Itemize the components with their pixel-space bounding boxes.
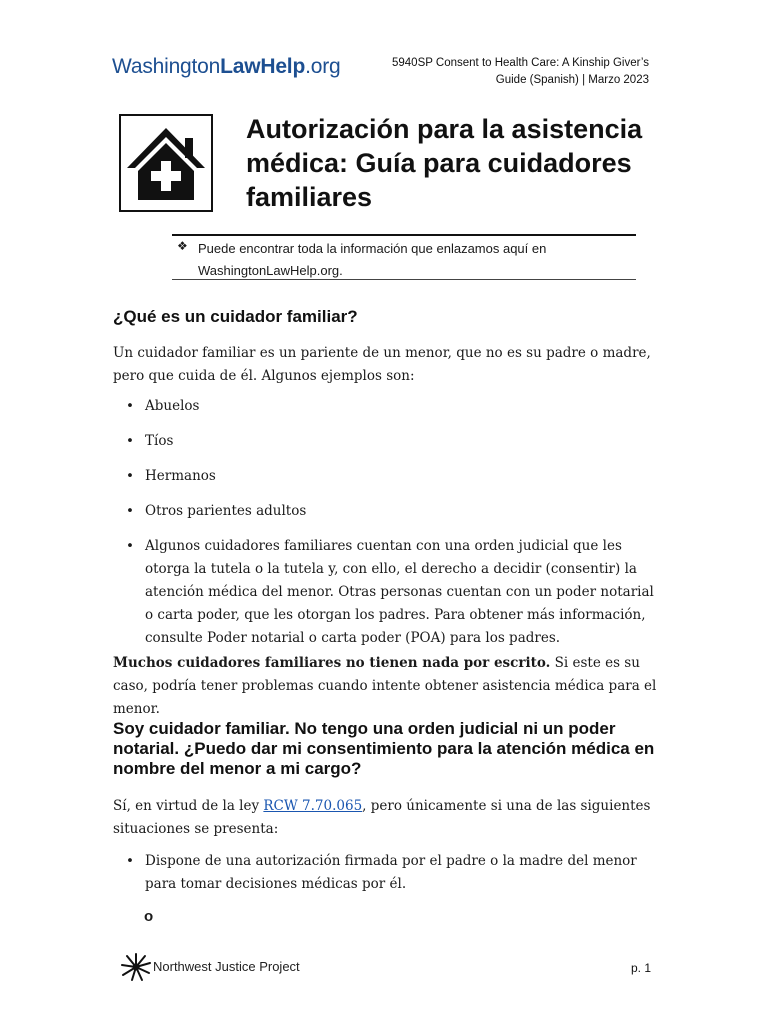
page-number: p. 1: [630, 961, 651, 975]
page-title: Autorización para la asistencia médica: Guía para cuidadores familiares: [246, 114, 643, 212]
examples-list: [113, 395, 658, 650]
section1-warning: [113, 652, 658, 721]
document-reference: [349, 55, 649, 89]
intro-after-link: , pero únicamente si una de las siguientes situaciones se presenta:: [113, 798, 651, 837]
section-heading-can-i-consent: Soy cuidador familiar. No tengo una orden judicial ni un poder notarial. ¿Puedo dar mi consentimiento para la atención médica en nombre del menor a mi cargo?: [113, 719, 655, 778]
doc-ref-line-2: Guide (Spanish) | Marzo 2023: [495, 74, 649, 86]
or-label: o: [144, 908, 154, 925]
washingtonlawhelp-logo[interactable]: [112, 55, 340, 79]
intro-before-link: Sí, en virtud de la ley: [113, 798, 264, 814]
list-item: • Algunos cuidadores familiares cuentan con una orden judicial que les otorga la tutela o la tutela y, con ello, el derecho a decidir (consentir) la atención médica del menor. Otras personas cuentan con un poder notarial o carta poder, que les otorgan los padres. Para obtener más información, consulte Poder notarial o carta poder (POA) para los padres.: [113, 535, 658, 650]
list-item: • Abuelos: [113, 395, 658, 418]
list-item: • Tíos: [113, 430, 658, 453]
section2-intro: [113, 795, 658, 841]
house-medical-cross-icon: [119, 114, 213, 212]
rcw-link[interactable]: RCW 7.70.065: [263, 798, 363, 814]
note-diamond-bullet-icon: ❖: [177, 239, 188, 253]
list-item: • Dispone de una autorización firmada por el padre o la madre del menor para tomar decisiones médicas por él.: [113, 850, 658, 896]
situations-list: [113, 850, 658, 896]
doc-ref-line-1: 5940SP Consent to Health Care: A Kinship Giver’s: [392, 57, 649, 69]
warning-rest: Si este es su caso, podría tener problemas cuando intente obtener asistencia médica para el menor.: [113, 655, 657, 717]
note-text: Puede encontrar toda la información que enlazamos aquí en WashingtonLawHelp.org.: [198, 241, 547, 278]
logo-part-washington: Washington: [112, 55, 221, 78]
section-heading-what-is-kinship-caregiver: ¿Qué es un cuidador familiar?: [113, 307, 358, 326]
logo-part-org: .org: [305, 55, 341, 78]
logo-part-lawhelp: LawHelp: [220, 55, 306, 78]
list-item: • Hermanos: [113, 465, 658, 488]
starburst-logo-icon: [120, 952, 152, 986]
northwest-justice-project-name: Northwest Justice Project: [153, 959, 300, 974]
warning-bold-lead: Muchos cuidadores familiares no tienen nada por escrito.: [113, 655, 551, 671]
section1-intro: Un cuidador familiar es un pariente de un menor, que no es su padre o madre, pero que cuida de él. Algunos ejemplos son:: [113, 345, 651, 384]
list-item: • Otros parientes adultos: [113, 500, 658, 523]
